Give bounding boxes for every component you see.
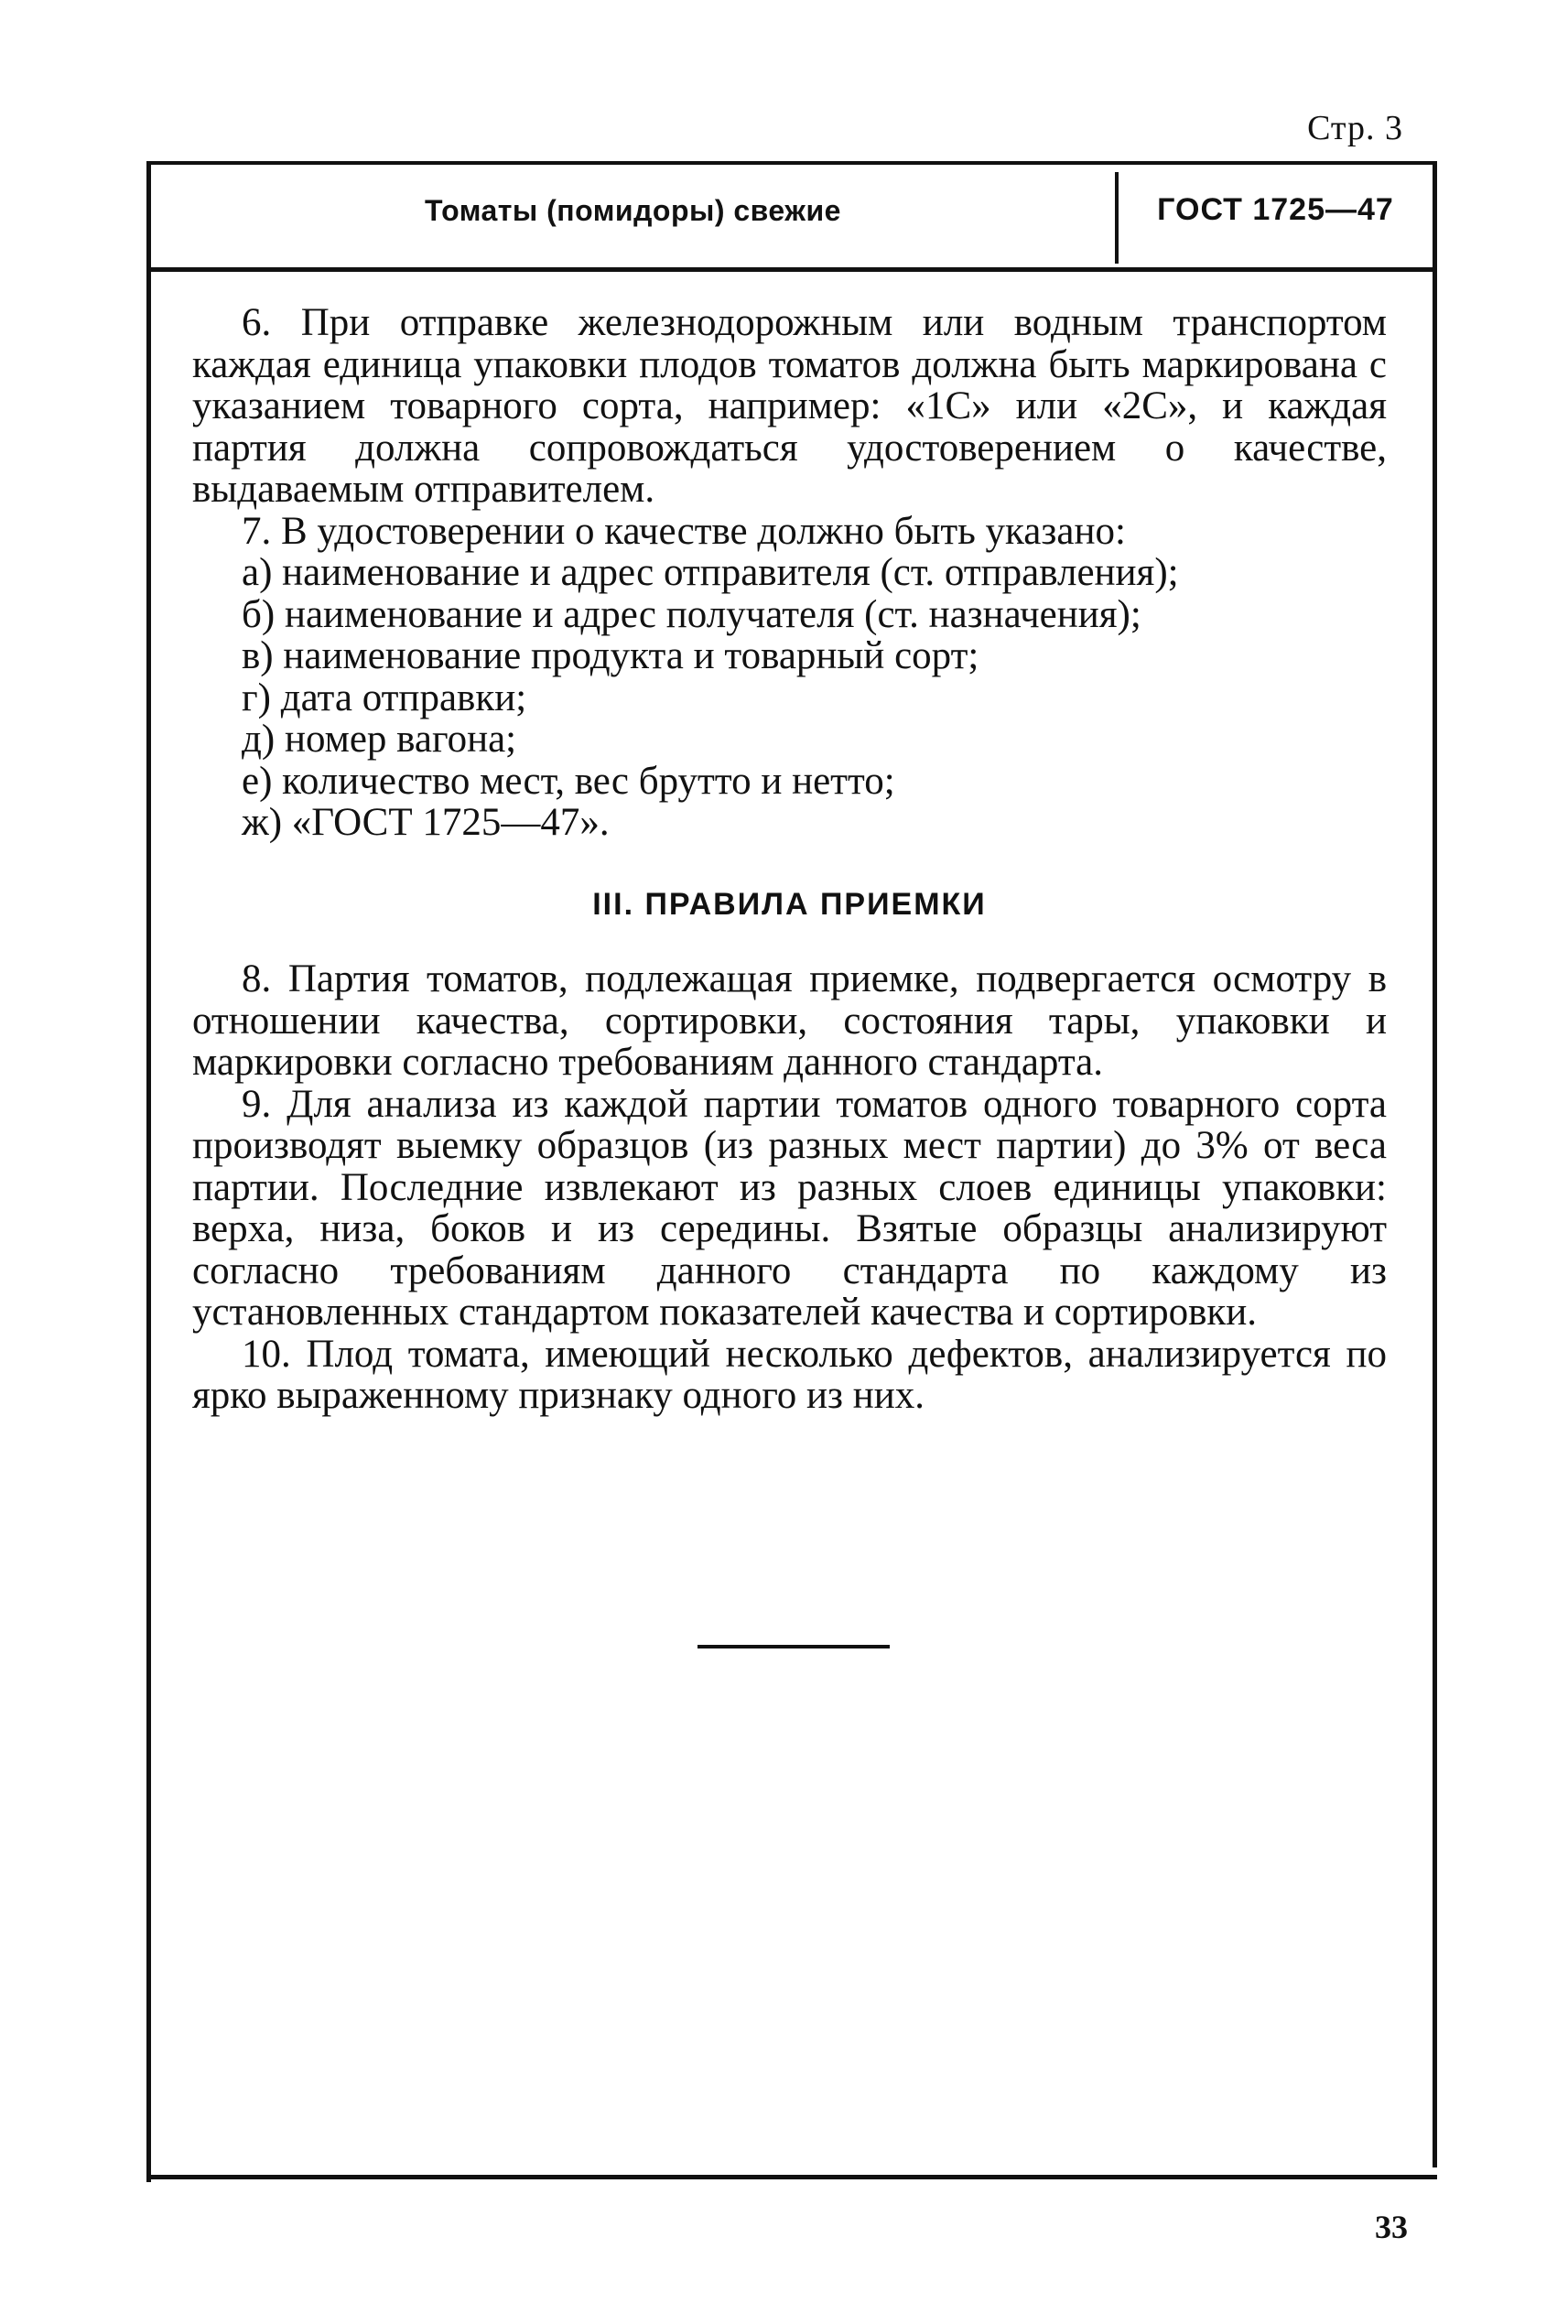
end-of-text-rule — [697, 1645, 890, 1648]
list-item: д) номер вагона; — [242, 718, 517, 761]
list-item: е) количество мест, вес брутто и нетто; — [242, 759, 895, 803]
header-bottom-rule — [146, 267, 1437, 272]
list-item: г) дата отправки; — [242, 676, 527, 719]
paragraph-10: 10. Плод томата, имеющий несколько дефектов, анализируется по ярко выраженному признаку одного из них. — [192, 1332, 1387, 1417]
frame-right-border — [1433, 163, 1437, 2167]
header-title: Томаты (помидоры) свежие — [425, 194, 841, 227]
page-number: 33 — [1375, 2209, 1408, 2245]
footer-rule — [146, 2175, 1437, 2179]
list-item: б) наименование и адрес получателя (ст. назначения); — [242, 592, 1141, 636]
section-heading: III. ПРАВИЛА ПРИЕМКИ — [592, 886, 987, 922]
paragraph-9: 9. Для анализа из каждой партии томатов одного товарного сорта производят выемку образцов (из разных мест партии) до 3% от веса партии. Последние извлекают из разных слоев единицы упаковки: верха, низа, боков и из середины. Взятые образцы анализируют согласно требованиям данного стандарта по каждому из установленных стандартом показателей качества и сортировки. — [192, 1082, 1387, 1334]
paragraph-7: 7. В удостоверении о качестве должно быть указано: — [242, 509, 1126, 553]
header-top-rule — [146, 161, 1437, 165]
list-item: ж) «ГОСТ 1725—47». — [242, 801, 610, 844]
page-label: Стр. 3 — [1307, 109, 1403, 147]
list-item: а) наименование и адрес отправителя (ст. отправления); — [242, 551, 1179, 594]
list-item: в) наименование продукта и товарный сорт; — [242, 634, 979, 677]
paragraph-6: 6. При отправке железнодорожным или водным транспортом каждая единица упаковки плодов томатов должна быть маркирована с указанием товарного сорта, например: «1С» или «2С», и каждая партия должна сопровождаться удостоверением о качестве, выдаваемым отправителем. — [192, 301, 1387, 511]
document-body — [192, 302, 1387, 1417]
certificate-items-list — [192, 552, 1387, 844]
paragraph-8: 8. Партия томатов, подлежащая приемке, подвергается осмотру в отношении качества, сортировки, состояния тары, упаковки и маркировки согласно требованиям данного стандарта. — [192, 957, 1387, 1084]
standard-code: ГОСТ 1725—47 — [1157, 192, 1394, 227]
frame-left-border — [146, 163, 151, 2182]
